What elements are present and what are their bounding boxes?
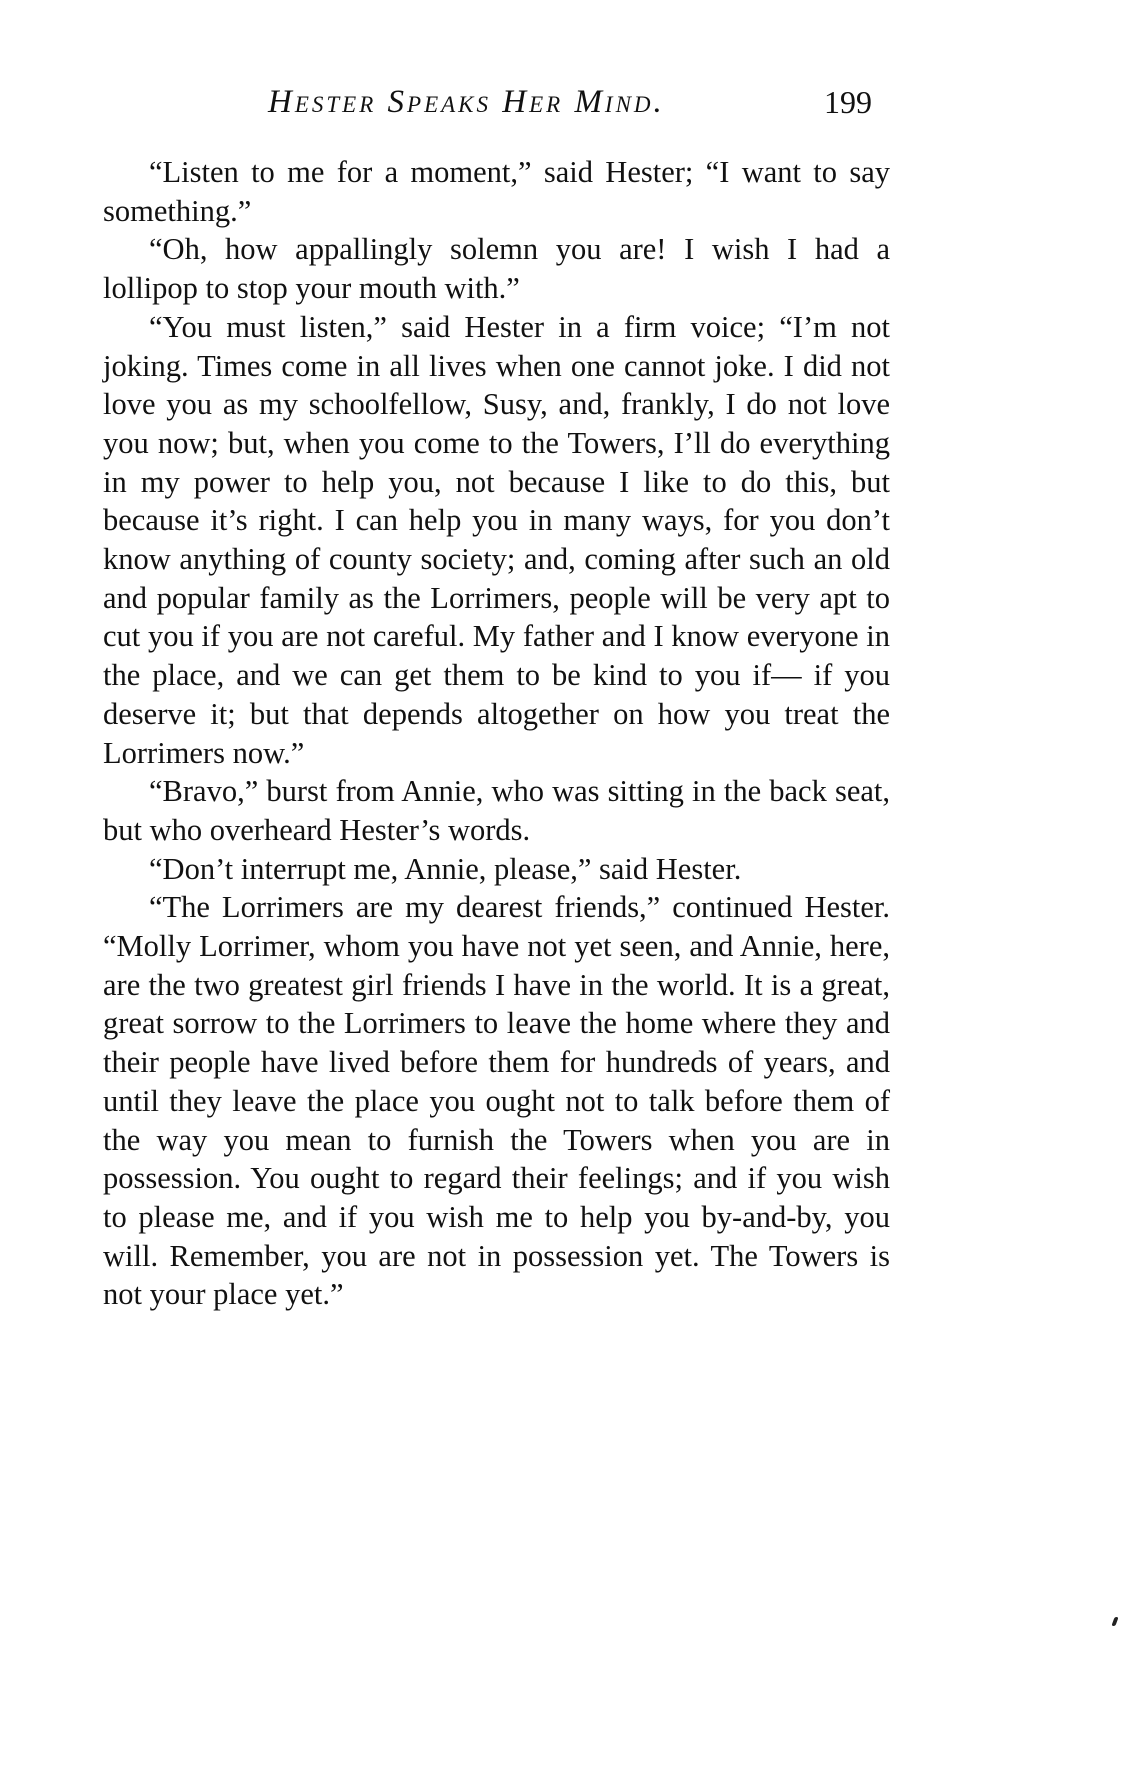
paragraph-2: “Oh, how appallingly solemn you are! I wish I had a lollipop to stop your mouth with.”: [103, 232, 890, 306]
page-number: 199: [824, 84, 872, 120]
running-head: [0, 84, 1133, 128]
paragraph-3: “You must listen,” said Hester in a firm voice; “I’m not joking. Times come in all lives when one cannot joke. I did not love you as my schoolfellow, Susy, and, frankly, I do not love you now; but, when you come to the Towers, I’ll do everything in my power to help you, not because I like to do this, but because it’s right. I can help you in many ways, for you don’t know anything of county society; and, coming after such an old and popular family as the Lorrimers, people will be very apt to cut you if you are not careful. My father and I know everyone in the place, and we can get them to be kind to you if— if you deserve it; but that depends altogether on how you treat the Lorrimers now.”: [103, 309, 890, 770]
body-text: [103, 153, 890, 1314]
paragraph-4: “Bravo,” burst from Annie, who was sitting in the back seat, but who overheard Hester’s words.: [103, 774, 890, 847]
chapter-title: Hester Speaks Her Mind.: [268, 84, 665, 120]
ink-speck: [1111, 1617, 1118, 1626]
paragraph-1: “Listen to me for a moment,” said Hester; “I want to say something.”: [103, 155, 890, 228]
paragraph-6: “The Lorrimers are my dearest friends,” continued Hester. “Molly Lorrimer, whom you have not yet seen, and Annie, here, are the two greatest girl friends I have in the world. It is a great, great sorrow to the Lorrimers to leave the home where they and their people have lived before them for hundreds of years, and until they leave the place you ought not to talk before them of the way you mean to furnish the Towers when you are in possession. You ought to regard their feelings; and if you wish to please me, and if you wish me to help you by-and-by, you will. Remember, you are not in possession yet. The Towers is not your place yet.”: [103, 890, 890, 1312]
paragraph-5: “Don’t interrupt me, Annie, please,” said Hester.: [149, 851, 742, 886]
